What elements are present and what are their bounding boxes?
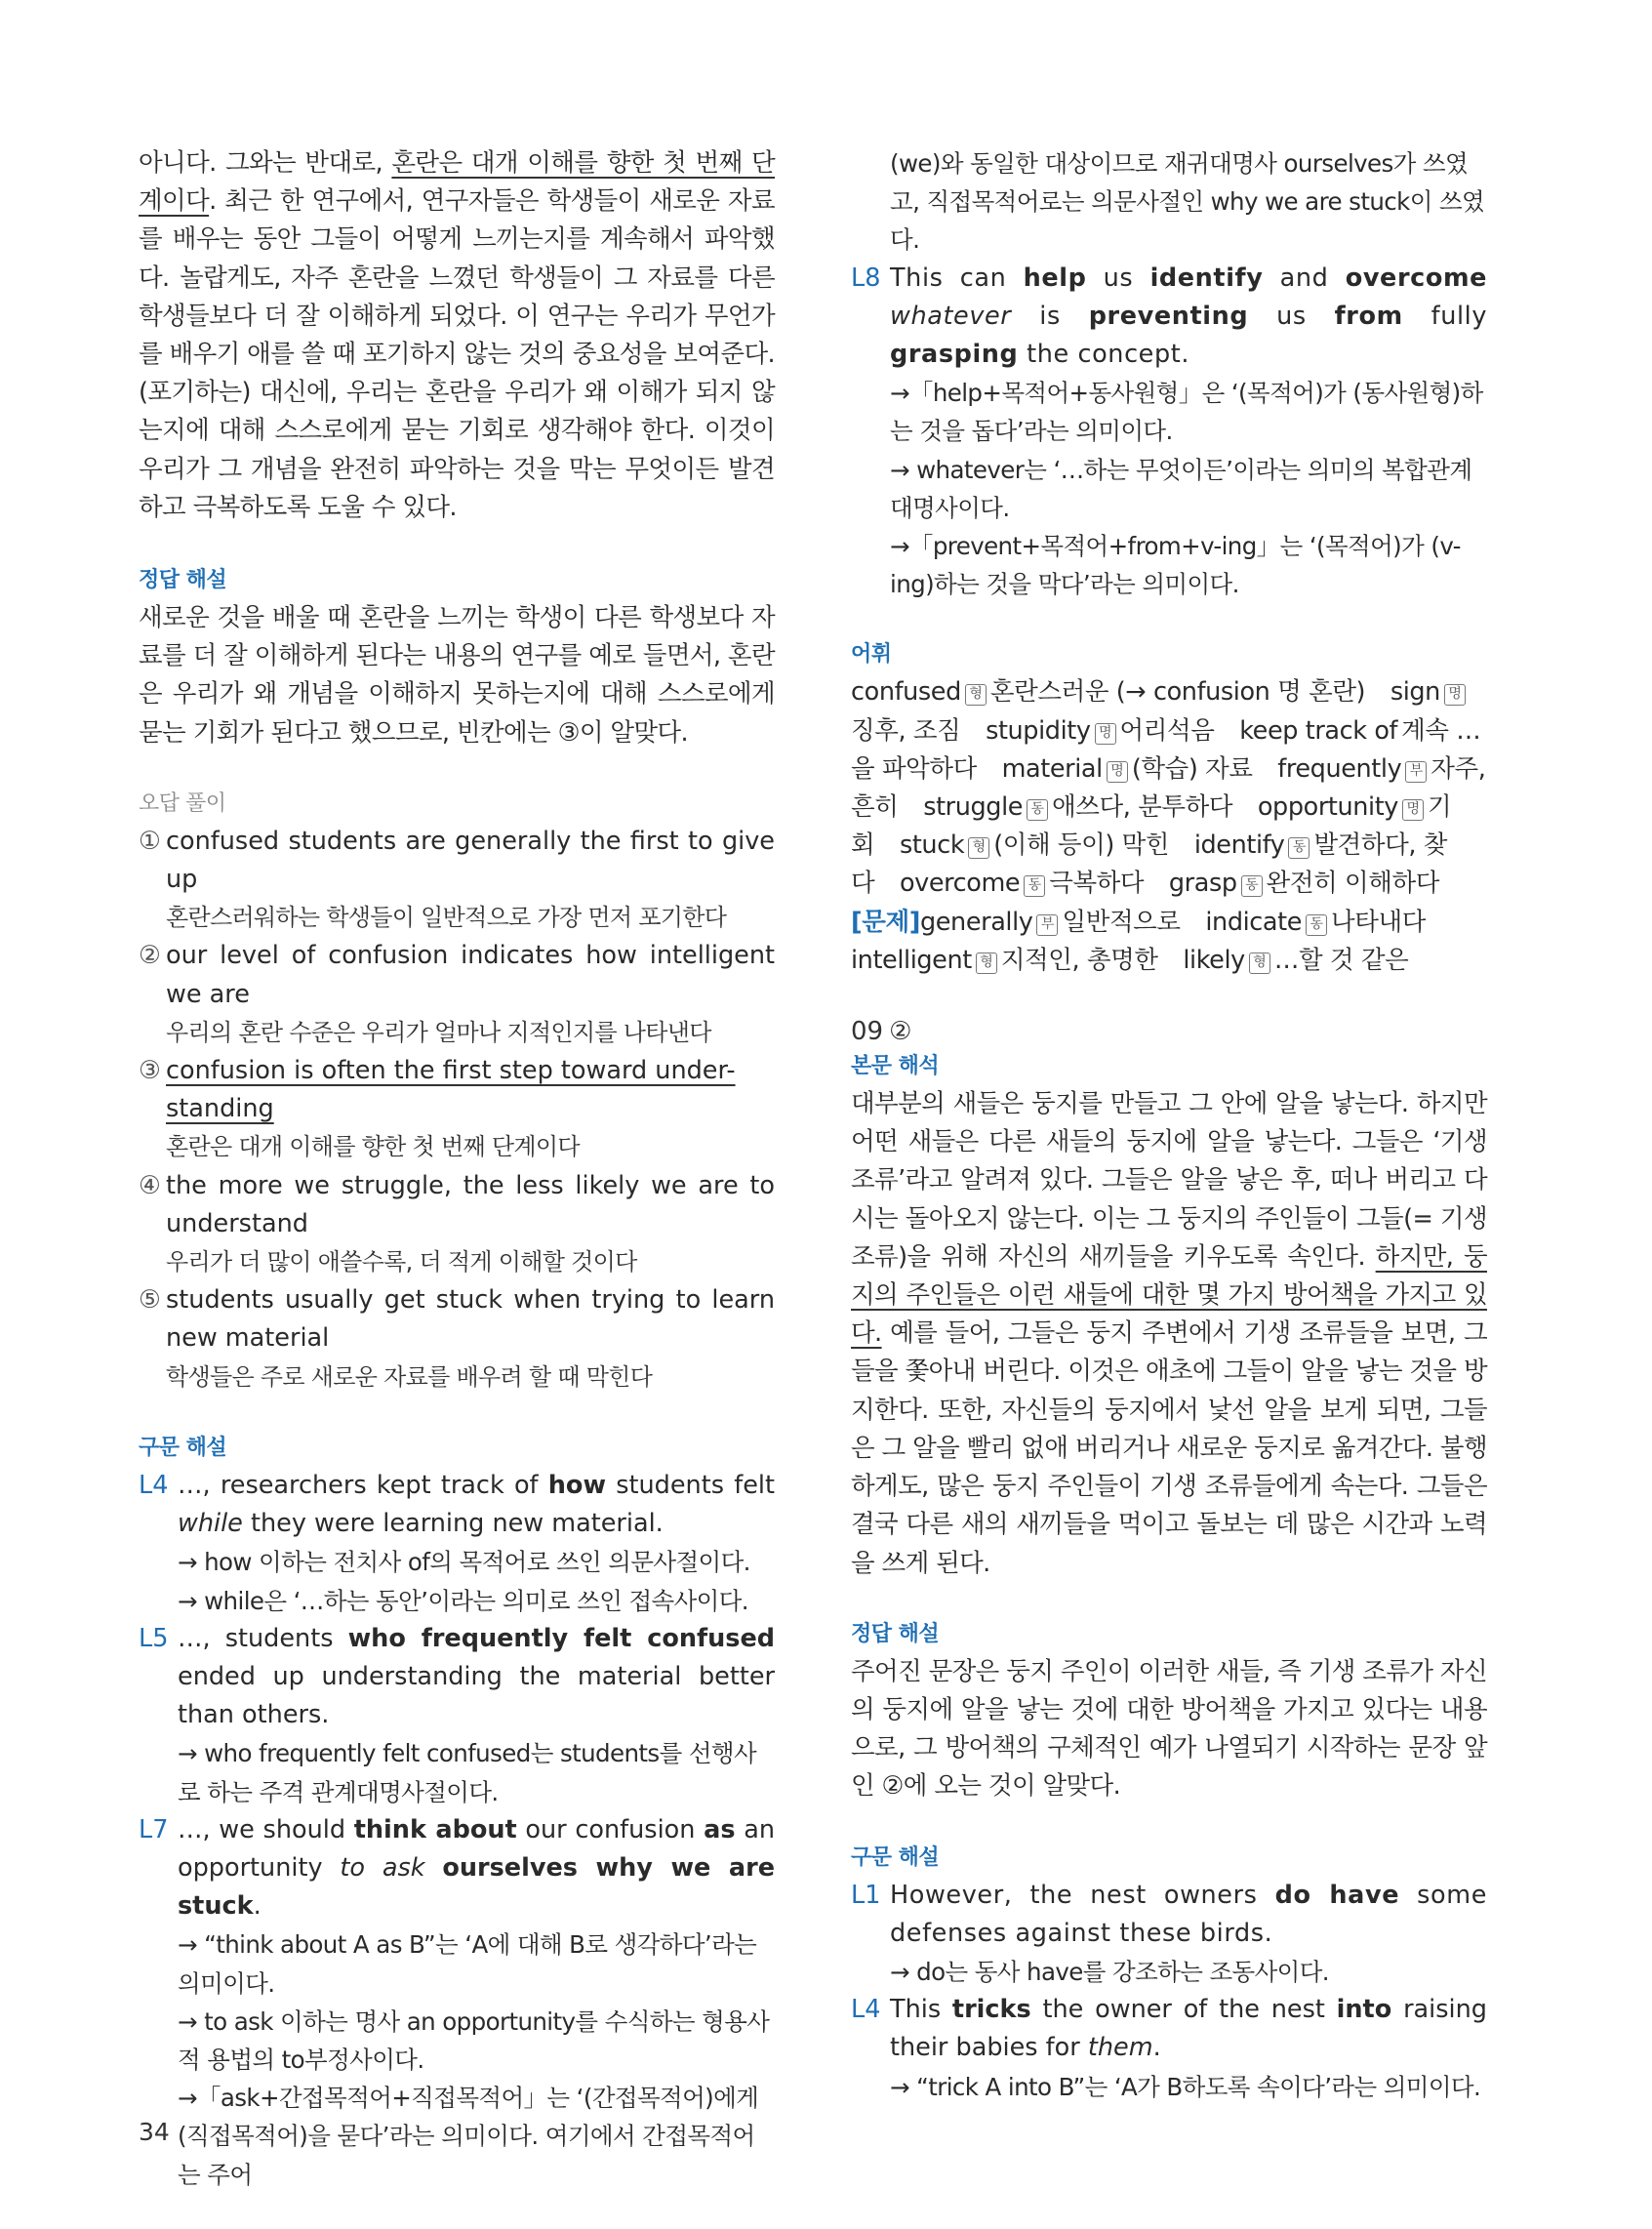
line-tag: L4	[851, 1995, 881, 2025]
option-en: confusion is often the first step toward under-standing	[166, 1056, 736, 1124]
line-tag: L7	[139, 1814, 169, 1844]
syntax-item-l7	[139, 1811, 775, 2194]
option-ko: 혼란은 대개 이해를 향한 첫 번째 단계이다	[166, 1133, 580, 1161]
line-tag: L1	[851, 1880, 881, 1910]
vocab-heading: 어휘	[851, 642, 892, 668]
option-item	[139, 1052, 775, 1167]
answer-heading: 정답 해설	[851, 1621, 940, 1646]
note: → how 이하는 전치사 of의 목적어로 쓰인 의문사절이다.	[178, 1548, 750, 1577]
sentence: …, we should think about our confusion as an opportunity to ask ourselves why we are stuck.	[178, 1814, 775, 1922]
vocab-item: stupidity 명 어리석음	[986, 715, 1215, 746]
note: →「help+목적어+동사원형」은 ‘(목적어)가 (동사원형)하는 것을 돕다’라는 의미이다.	[890, 379, 1483, 446]
vocab-item: identify 동 발견하다, 찾다	[851, 831, 1448, 899]
option-item	[139, 1281, 775, 1397]
vocab-item: keep track of 계속 …을 파악하다	[851, 715, 1481, 784]
text: 아니다. 그와는 반대로,	[139, 148, 392, 178]
vocab-item: indicate 동 나타내다	[1205, 907, 1426, 937]
syntax-item-l4	[851, 1991, 1487, 2106]
vocab-item: overcome 동 극복하다	[899, 869, 1145, 899]
option-item	[139, 937, 775, 1052]
text: . 최근 한 연구에서, 연구자들은 학생들이 새로운 자료를 배우는 동안 그들이 어떻게 느끼는지를 계속해서 파악했다. 놀랍게도, 자주 혼란을 느꼈던 학생들이 그 자료를 다른 학생들보다 더 잘 이해하게 되었다. 이 연구는 우리가 무언가를 배우기 애를 쓸 때 포기하지 않는 것의 중요성을 보여준다. (포기하는) 대신에, 우리는 혼란을 우리가 왜 이해가 되지 않는지에 대해 스스로에게 묻는 기회로 생각해야 한다. 이것이 우리가 그 개념을 완전히 파악하는 것을 막는 무엇이든 발견하고 극복하도록 도울 수 있다.	[139, 186, 775, 522]
syntax-list	[139, 1467, 775, 2194]
note: → “trick A into B”는 ‘A가 B하도록 속이다’라는 의미이다.	[890, 2072, 1481, 2101]
vocab-item: struggle 동 애쓰다, 분투하다	[923, 792, 1233, 823]
note: → who frequently felt confused는 students를 선행사로 하는 주격 관계대명사절이다.	[178, 1739, 757, 1806]
answer-text: 새로운 것을 배울 때 혼란을 느끼는 학생이 다른 학생보다 자료를 더 잘 이해하게 된다는 내용의 연구를 예로 들면서, 혼란은 우리가 왜 개념을 이해하지 못하는지에 대해 스스로에게 묻는 기회가 된다고 했으므로, 빈칸에는 ③이 알맞다.	[139, 603, 775, 748]
note: → while은 ‘…하는 동안’이라는 의미로 쓰인 접속사이다.	[178, 1586, 748, 1615]
page-number: 34	[139, 2118, 170, 2146]
note: → “think about A as B”는 ‘A에 대해 B로 생각하다’라는 의미이다.	[178, 1930, 757, 1998]
sentence: This can help us identify and overcome whatever is preventing us from fully grasping the concept.	[890, 263, 1488, 370]
note: →「prevent+목적어+from+v-ing」는 ‘(목적어)가 (v-ing)하는 것을 막다’라는 의미이다.	[890, 532, 1461, 599]
options-list	[139, 823, 775, 1397]
wrong-options-heading: 오답 풀이	[139, 790, 226, 816]
note: → to ask 이하는 명사 an opportunity를 수식하는 형용사적 용법의 to부정사이다.	[178, 2006, 770, 2074]
vocab-item: stuck 형 (이해 등이) 막힌	[899, 831, 1170, 861]
sentence: …, researchers kept track of how students felt while they were learning new material.	[178, 1470, 775, 1539]
body-heading: 본문 해석	[851, 1054, 940, 1079]
vocab-item: grasp 동 완전히 이해하다	[1168, 869, 1439, 899]
vocab-item: likely 형 …할 것 같은	[1183, 945, 1409, 975]
syntax-item-l5	[139, 1620, 775, 1811]
note: (we)와 동일한 대상이므로 재귀대명사 ourselves가 쓰였고, 직접목적어로는 의문사절인 why we are stuck이 쓰였다.	[890, 149, 1485, 255]
sentence: …, students who frequently felt confused ended up understanding the material better than others.	[178, 1623, 775, 1730]
syntax-item-l1	[851, 1877, 1487, 1992]
option-number: ②	[139, 941, 161, 971]
underlined-text: 혼란은 대개 이해를 향한 첫 번째 단계이다	[139, 148, 776, 217]
line-tag: L5	[139, 1623, 169, 1653]
option-item	[139, 823, 775, 938]
vocab-item: sign 명징후, 조짐	[851, 677, 1470, 745]
sentence: However, the nest owners do have some defenses against these birds.	[890, 1880, 1487, 1948]
option-en: the more we struggle, the less likely we are to understand	[166, 1170, 775, 1238]
vocab-item: opportunity 명 기회	[851, 792, 1452, 861]
body-translation: 대부분의 새들은 둥지를 만들고 그 안에 알을 낳는다. 하지만 어떤 새들은 다른 새들의 둥지에 알을 낳는다. 그들은 ‘기생 조류’라고 알려져 있다. 그들은 알을 낳은 후, 떠나 버리고 다시는 돌아오지 않는다. 이는 그 둥지의 주인들이 그들(= 기생 조류)을 위해 자신의 새끼들을 키우도록 속인다. 하지만, 둥지의 주인들은 이런 새들에 대한 몇 가지 방어책을 가지고 있다. 예를 들어, 그들은 둥지 주변에서 기생 조류들을 보면, 그들을 쫓아내 버린다. 이것은 애초에 그들이 알을 낳는 것을 방지한다. 또한, 자신들의 둥지에서 낯선 알을 보게 되면, 그들은 그 알을 빨리 없애 버리거나 새로운 둥지로 옮겨간다. 불행하게도, 많은 둥지 주인들이 기생 조류들에게 속는다. 그들은 결국 다른 새의 새끼들을 먹이고 돌보는 데 많은 시간과 노력을 쓰게 된다.	[851, 1089, 1487, 1578]
vocab-item: confused 형 혼란스러운 (→ confusion 명 혼란)	[851, 677, 1366, 708]
option-number: ④	[139, 1170, 161, 1200]
option-en: confused students are generally the first to give up	[166, 826, 775, 895]
note: → do는 동사 have를 강조하는 조동사이다.	[890, 1957, 1329, 1986]
syntax-item-l8	[851, 260, 1487, 604]
syntax-item-l4	[139, 1467, 775, 1620]
option-ko: 우리의 혼란 수준은 우리가 얼마나 지적인지를 나타낸다	[166, 1018, 711, 1046]
option-number: ③	[139, 1056, 161, 1086]
answer-text: 주어진 문장은 둥지 주인이 이러한 새들, 즉 기생 조류가 자신의 둥지에 알을 낳는 것에 대한 방어책을 가지고 있다는 내용으로, 그 방어책의 구체적인 예가 나열되기 시작하는 문장 앞인 ②에 오는 것이 알맞다.	[851, 1656, 1487, 1802]
option-ko: 우리가 더 많이 애쓸수록, 더 적게 이해할 것이다	[166, 1248, 637, 1277]
vocab-item: intelligent 형 지적인, 총명한	[851, 945, 1158, 975]
vocab-item: material 명 (학습) 자료	[1001, 753, 1253, 784]
right-column	[851, 144, 1487, 2106]
note: →「ask+간접목적어+직접목적어」는 ‘(간접목적어)에게 (직접목적어)을 묻다’라는 의미이다. 여기에서 간접목적어는 주어	[178, 2084, 759, 2189]
vocab-item: frequently 부 자주, 흔히	[851, 753, 1486, 823]
option-number: ①	[139, 826, 161, 856]
option-number: ⑤	[139, 1285, 161, 1316]
sentence: This tricks the owner of the nest into raising their babies for them.	[890, 1995, 1487, 2063]
syntax-continuation	[851, 144, 1487, 260]
syntax-heading: 구문 해설	[139, 1435, 227, 1460]
line-tag: L4	[139, 1470, 169, 1500]
question-answer: ②	[889, 1017, 912, 1047]
option-en: our level of confusion indicates how intelligent we are	[166, 941, 775, 1009]
note: → whatever는 ‘…하는 무엇이든’이라는 의미의 복합관계대명사이다.	[890, 455, 1472, 522]
question-number: 09 ②	[851, 1017, 912, 1047]
option-ko: 학생들은 주로 새로운 자료를 배우려 할 때 막힌다	[166, 1362, 653, 1391]
vocab-list	[851, 673, 1487, 980]
answer-heading: 정답 해설	[139, 568, 227, 593]
left-column	[139, 144, 775, 2194]
line-tag: L8	[851, 263, 881, 293]
option-item	[139, 1167, 775, 1282]
option-ko: 혼란스러워하는 학생들이 일반적으로 가장 먼저 포기한다	[166, 904, 727, 932]
vocab-item: [문제]generally 부 일반적으로	[851, 907, 1181, 937]
option-en: students usually get stuck when trying to learn new material	[166, 1285, 775, 1354]
syntax-heading: 구문 해설	[851, 1844, 940, 1870]
translation-paragraph	[139, 144, 775, 527]
syntax-list	[851, 1877, 1487, 2106]
